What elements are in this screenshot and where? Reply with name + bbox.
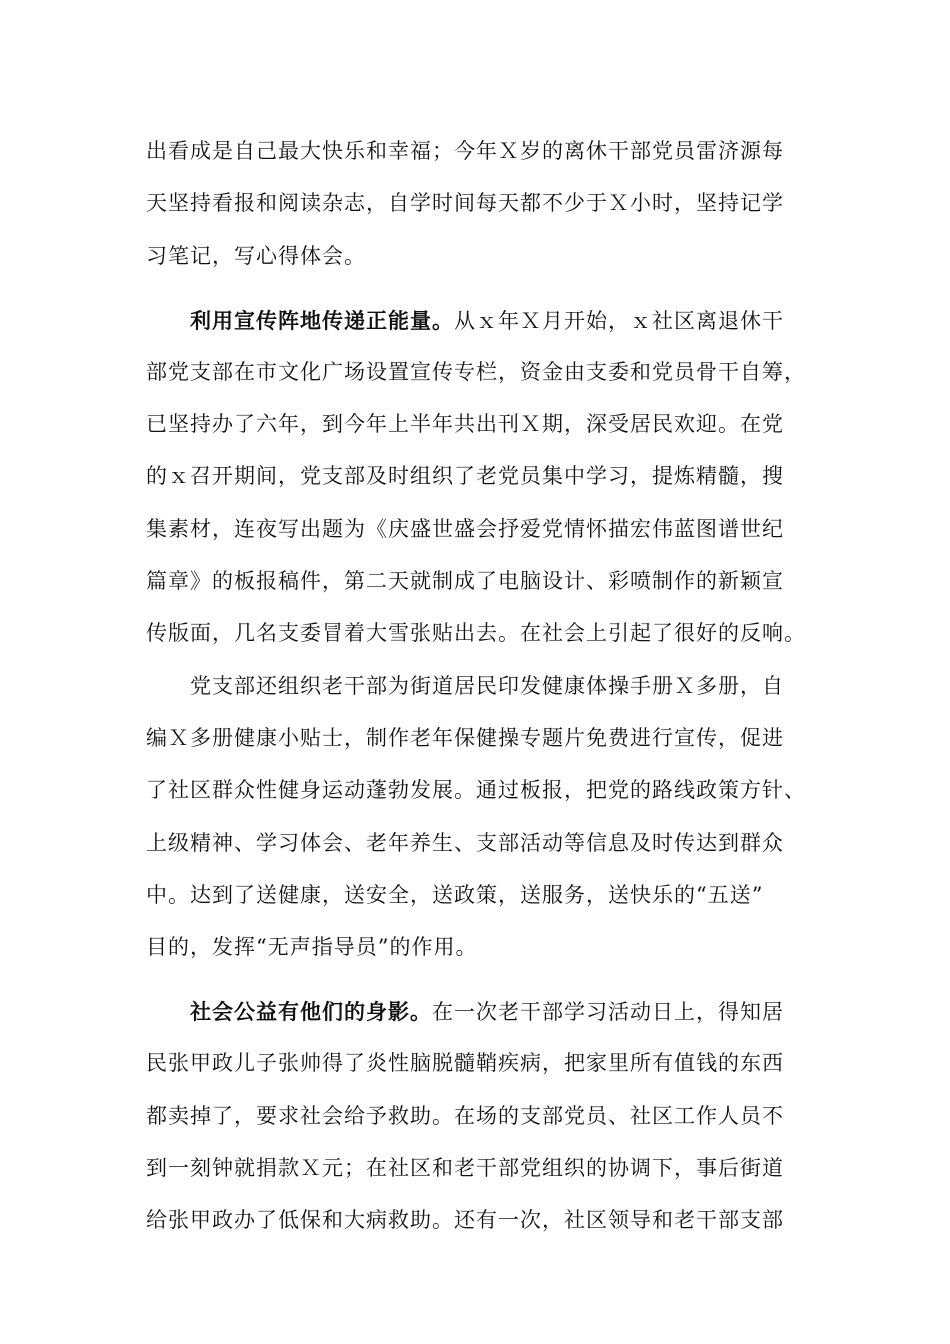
- text-line: 集素材，连夜写出题为《庆盛世盛会抒爱党情怀描宏伟蓝图谱世纪: [146, 516, 784, 541]
- text-run: 从ｘ年Ｘ月开始，ｘ社区离退休干: [454, 308, 784, 333]
- text-run: 在一次老干部学习活动日上，得知居: [432, 1000, 784, 1025]
- text-line: 目的，发挥“无声指导员”的作用。: [146, 935, 478, 960]
- paragraph-first-line: 党支部还组织老干部为街道居民印发健康体操手册Ｘ多册，自: [190, 673, 784, 698]
- paragraph-first-line: [146, 994, 806, 1029]
- text-line: 到一刻钟就捐款Ｘ元；在社区和老干部党组织的协调下，事后街道: [146, 1156, 784, 1181]
- text-line: 篇章》的板报稿件，第二天就制成了电脑设计、彩喷制作的新颖宣: [146, 569, 784, 594]
- text-line: 给张甲政办了低保和大病救助。还有一次，社区领导和老干部支部: [146, 1208, 784, 1233]
- text-line: 民张甲政儿子张帅得了炎性脑脱髓鞘疾病，把家里所有值钱的东西: [146, 1051, 784, 1076]
- text-line: 习笔记，写心得体会。: [146, 243, 366, 268]
- section-heading: 利用宣传阵地传递正能量。: [190, 307, 454, 333]
- text-line: 都卖掉了，要求社会给予救助。在场的支部党员、社区工作人员不: [146, 1103, 784, 1128]
- text-line: 的ｘ召开期间，党支部及时组织了老党员集中学习，提炼精髓，搜: [146, 464, 784, 489]
- section-heading: 社会公益有他们的身影。: [190, 999, 432, 1025]
- text-line: 中。达到了送健康，送安全，送政策，送服务，送快乐的“五送”: [146, 882, 764, 907]
- text-line: 已坚持办了六年，到今年上半年共出刊Ｘ期，深受居民欢迎。在党: [146, 412, 784, 437]
- text-line: 编Ｘ多册健康小贴士，制作老年保健操专题片免费进行宣传，促进: [146, 725, 784, 750]
- text-line: 出看成是自己最大快乐和幸福；今年Ｘ岁的离休干部党员雷济源每: [146, 139, 784, 163]
- text-line: 上级精神、学习体会、老年养生、支部活动等信息及时传达到群众: [146, 830, 784, 855]
- text-line: 天坚持看报和阅读杂志，自学时间每天都不少于Ｘ小时，坚持记学: [146, 191, 784, 216]
- document-body: [146, 134, 806, 1238]
- text-line: 部党支部在市文化广场设置宣传专栏，资金由支委和党员骨干自筹，: [146, 359, 806, 384]
- text-line: 了社区群众性健身运动蓬勃发展。通过板报，把党的路线政策方针、: [146, 778, 806, 803]
- text-line: 传版面，几名支委冒着大雪张贴出去。在社会上引起了很好的反响。: [146, 621, 806, 646]
- paragraph-first-line: [146, 303, 806, 338]
